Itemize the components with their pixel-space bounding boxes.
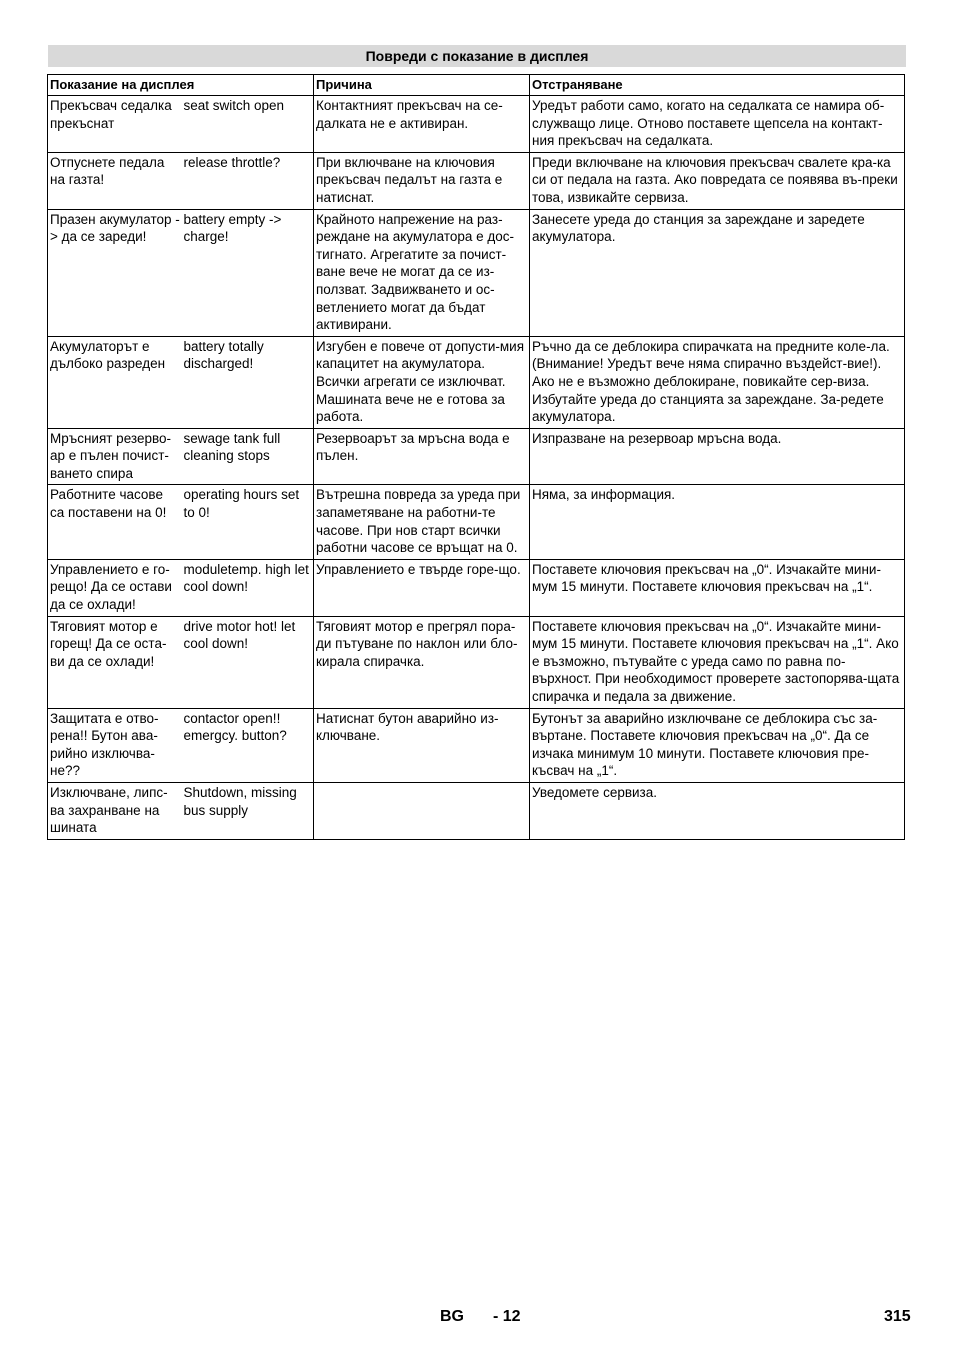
display-text-en: battery totally discharged! — [182, 336, 314, 428]
fault-table — [47, 74, 905, 840]
display-text-bg: Тяговият мотор е горещ! Да се оста-ви да се охлади! — [48, 616, 182, 708]
remedy-cell: Няма, за информация. — [530, 485, 905, 559]
remedy-cell: Поставете ключовия прекъсвач на „0“. Изчакайте мини-мум 15 минути. Поставете ключовия прекъсвач на „1“. — [530, 559, 905, 616]
footer-section-page: - 12 — [493, 1308, 521, 1325]
display-text-bg: Акумулаторът е дълбоко разреден — [48, 336, 182, 428]
display-text-en: Shutdown, missing bus supply — [182, 782, 314, 839]
display-text-bg: Изключване, липс-ва захранване на шината — [48, 782, 182, 839]
display-text-bg: Прекъсвач седалка прекъснат — [48, 96, 182, 153]
display-text-bg: Управлението е го-рещо! Да се остави да се охлади! — [48, 559, 182, 616]
remedy-cell: Занесете уреда до станция за зареждане и заредете акумулатора. — [530, 209, 905, 336]
header-remedy: Отстраняване — [530, 75, 905, 96]
table-row — [48, 616, 905, 708]
cause-cell: Крайното напрежение на раз-реждане на акумулатора е дос-тигнато. Агрегатите за почист-ване вече не могат да се из-ползват. Задвижването и ос-ветлението могат да бъдат активирани. — [314, 209, 530, 336]
display-text-en: sewage tank full cleaning stops — [182, 428, 314, 485]
cause-cell: Вътрешна повреда за уреда при запаметяване на работни-те часове. При нов старт всички работни часове се връщат на 0. — [314, 485, 530, 559]
table-row — [48, 209, 905, 336]
display-text-bg: Работните часове са поставени на 0! — [48, 485, 182, 559]
display-text-en: release throttle? — [182, 152, 314, 209]
section-title: Повреди с показание в дисплея — [48, 45, 906, 67]
display-text-en: drive motor hot! let cool down! — [182, 616, 314, 708]
table-row — [48, 152, 905, 209]
remedy-cell: Ръчно да се деблокира спирачката на предните коле-ла. (Внимание! Уредът вече няма спирачно въздейст-вие!). Ако не е възможно деблокиране, повикайте сер-виза. Избутайте уреда до станцията за зареждане. За-редете акумулатора. — [530, 336, 905, 428]
table-row — [48, 559, 905, 616]
display-text-bg: Защитата е отво-рена!! Бутон ава-рийно изключва-не?? — [48, 708, 182, 782]
display-text-bg: Отпуснете педала на газта! — [48, 152, 182, 209]
header-cause: Причина — [314, 75, 530, 96]
footer-language: BG — [440, 1308, 464, 1325]
cause-cell: Управлението е твърде горе-що. — [314, 559, 530, 616]
remedy-cell: Бутонът за аварийно изключване се деблокира със за-въртане. Поставете ключовия прекъсвач на „0“. Да се изчака минимум 10 минути. Поставете ключовия пре-късвач на „1“. — [530, 708, 905, 782]
display-text-en: moduletemp. high let cool down! — [182, 559, 314, 616]
display-text-en: contactor open!! emergcy. button? — [182, 708, 314, 782]
table-row — [48, 428, 905, 485]
display-text-en: battery empty -> charge! — [182, 209, 314, 336]
cause-cell: Контактният прекъсвач на се-далката не е активиран. — [314, 96, 530, 153]
table-row — [48, 708, 905, 782]
table-row — [48, 485, 905, 559]
remedy-cell: Уредът работи само, когато на седалката се намира об-служващо лице. Отново поставете щепсела на контакт-ния прекъсвач на седалката. — [530, 96, 905, 153]
cause-cell: Резервоарът за мръсна вода е пълен. — [314, 428, 530, 485]
remedy-cell: Уведомете сервиза. — [530, 782, 905, 839]
table-row — [48, 782, 905, 839]
display-text-bg: Мръсният резерво-ар е пълен почист-ването спира — [48, 428, 182, 485]
cause-cell: Натиснат бутон аварийно из-ключване. — [314, 708, 530, 782]
table-header-row — [48, 75, 905, 96]
remedy-cell: Преди включване на ключовия прекъсвач свалете кра-ка си от педала на газта. Ако повредата се появява въ-преки това, извикайте сервиза. — [530, 152, 905, 209]
display-text-en: seat switch open — [182, 96, 314, 153]
cause-cell: При включване на ключовия прекъсвач педалът на газта е натиснат. — [314, 152, 530, 209]
cause-cell: Тяговият мотор е прегрял пора-ди пътуване по наклон или бло-кирала спирачка. — [314, 616, 530, 708]
cause-cell: Изгубен е повече от допусти-мия капацитет на акумулатора. Всички агрегати се изключват. Машината вече не е готова за работа. — [314, 336, 530, 428]
footer-page-number: 315 — [884, 1308, 911, 1325]
display-text-bg: Празен акумулатор -> да се зареди! — [48, 209, 182, 336]
cause-cell — [314, 782, 530, 839]
remedy-cell: Изпразване на резервоар мръсна вода. — [530, 428, 905, 485]
display-text-en: operating hours set to 0! — [182, 485, 314, 559]
remedy-cell: Поставете ключовия прекъсвач на „0“. Изчакайте мини-мум 15 минути. Поставете ключовия прекъсвач на „1“. Ако е възможно, пътувайте с уреда само по равна по-върхност. При необходимост проверете застопорява-щата спирачка и педала за движение. — [530, 616, 905, 708]
table-row — [48, 336, 905, 428]
table-row — [48, 96, 905, 153]
header-display: Показание на дисплея — [48, 75, 314, 96]
